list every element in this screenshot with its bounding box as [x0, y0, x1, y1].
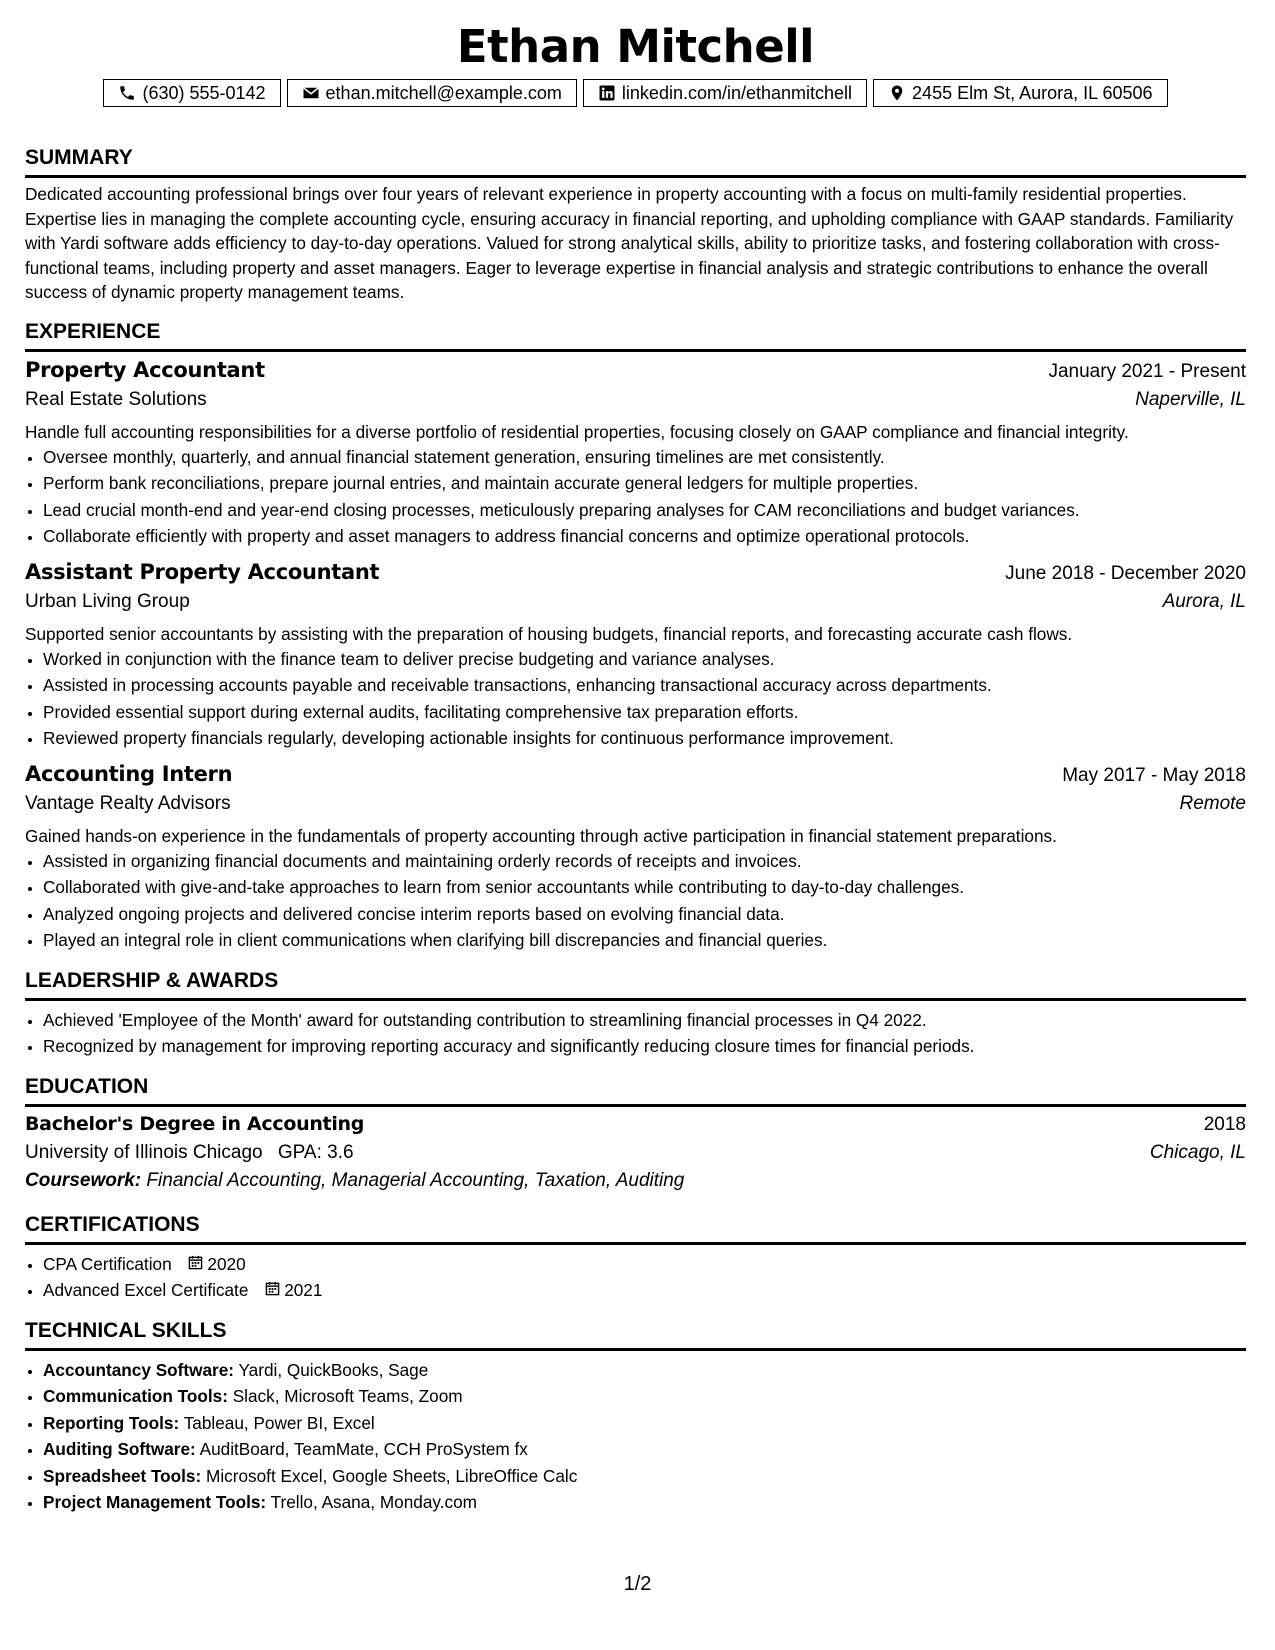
job-bullets — [25, 646, 1246, 752]
candidate-name: Ethan Mitchell — [456, 20, 815, 73]
list-item: • Lead crucial month-end and year-end closing processes, meticulously preparing analyses for CAM reconciliations and budget variances. — [43, 497, 1246, 524]
job-location: Aurora, IL — [1162, 590, 1246, 612]
address-text: 2455 Elm St, Aurora, IL 60506 — [912, 82, 1153, 103]
certification-name: CPA Certification — [43, 1253, 172, 1274]
job-location: Naperville, IL — [1135, 388, 1246, 410]
skill-value: Trello, Asana, Monday.com — [270, 1492, 477, 1512]
skills-section — [25, 1318, 1246, 1516]
page-number: 1/2 — [623, 1573, 652, 1595]
job-date: June 2018 - December 2020 — [1005, 562, 1246, 584]
list-item — [43, 1436, 1246, 1463]
list-item: • Perform bank reconciliations, prepare journal entries, and maintain accurate general ledgers for multiple properties. — [43, 470, 1246, 497]
list-item — [43, 1489, 1246, 1516]
job-title: Assistant Property Accountant — [25, 559, 380, 584]
certification-year: 2021 — [284, 1280, 323, 1300]
list-item: • Played an integral role in client communications when clarifying bill discrepancies and financial queries. — [43, 927, 1246, 954]
skill-label: Project Management Tools: — [43, 1492, 267, 1512]
education-section — [25, 1074, 1246, 1192]
resume-page — [25, 0, 1246, 1516]
list-item — [43, 1463, 1246, 1490]
job-title: Property Accountant — [25, 357, 265, 382]
skill-label: Spreadsheet Tools: — [43, 1465, 202, 1486]
skill-label: Reporting Tools: — [43, 1412, 180, 1433]
section-title: EXPERIENCE — [25, 319, 1246, 352]
email-text: ethan.mitchell@example.com — [325, 82, 562, 103]
contact-bar — [25, 79, 1246, 107]
job-bullets — [25, 444, 1246, 550]
list-item: • Reviewed property financials regularly, developing actionable insights for continuous performance improvement. — [43, 725, 1246, 752]
leadership-section — [25, 968, 1246, 1060]
phone-icon — [118, 84, 136, 102]
list-item: • Collaborate efficiently with property and asset managers to address financial concerns and optimize operational protocols. — [43, 523, 1246, 550]
section-title: TECHNICAL SKILLS — [25, 1318, 1246, 1351]
list-item: • Collaborated with give-and-take approaches to learn from senior accountants while contributing to day-to-day challenges. — [43, 874, 1246, 901]
list-item: • Assisted in processing accounts payable and receivable transactions, enhancing transactional accuracy across departments. — [43, 672, 1246, 699]
job-bullets — [25, 848, 1246, 954]
certification-year: 2020 — [207, 1253, 246, 1274]
list-item: • Provided essential support during external audits, facilitating comprehensive tax preparation efforts. — [43, 699, 1246, 726]
list-item: • Assisted in organizing financial documents and maintaining orderly records of receipts and invoices. — [43, 848, 1246, 875]
map-pin-icon — [888, 84, 906, 102]
coursework — [25, 1170, 1246, 1192]
skill-label: Auditing Software: — [43, 1439, 196, 1459]
job-entry — [25, 358, 1246, 550]
certification-list — [25, 1251, 1246, 1304]
skill-value: Yardi, QuickBooks, Sage — [238, 1359, 429, 1380]
list-item: • Worked in conjunction with the finance team to deliver precise budgeting and variance analyses. — [43, 646, 1246, 673]
certification-name: Advanced Excel Certificate — [43, 1280, 249, 1300]
experience-section — [25, 319, 1246, 954]
email-contact[interactable] — [287, 79, 577, 107]
linkedin-text: linkedin.com/in/ethanmitchell — [621, 82, 853, 103]
phone-text: (630) 555-0142 — [142, 82, 266, 103]
degree-title: Bachelor's Degree in Accounting — [25, 1112, 365, 1135]
coursework-list: Financial Accounting, Managerial Accounting, Taxation, Auditing — [146, 1169, 685, 1191]
address-contact — [873, 79, 1168, 107]
section-title: CERTIFICATIONS — [25, 1212, 1246, 1245]
summary-text: Dedicated accounting professional brings over four years of relevant experience in property accounting with a focus on multi-family residential properties. Expertise lies in managing the complete accounting cycle, ensuring accuracy in financial reporting, and upholding compliance with GAAP standards. Familiarity with Yardi software adds efficiency to day-to-day operations. Valued for strong analytical skills, ability to prioritize tasks, and fostering collaboration with cross-functional teams, including property and asset managers. Eager to leverage expertise in financial analysis and strategic contributions to enhance the overall success of dynamic property management teams. — [25, 184, 1234, 302]
linkedin-contact[interactable] — [583, 79, 867, 107]
phone-contact[interactable] — [103, 79, 280, 107]
gpa: GPA: 3.6 — [277, 1141, 354, 1163]
skill-value: Microsoft Excel, Google Sheets, LibreOffice Calc — [206, 1465, 578, 1486]
skill-value: AuditBoard, TeamMate, CCH ProSystem fx — [199, 1439, 528, 1459]
linkedin-icon — [598, 84, 616, 102]
job-company: Vantage Realty Advisors — [25, 792, 231, 814]
school-name: University of Illinois Chicago — [25, 1141, 263, 1163]
job-title: Accounting Intern — [25, 761, 233, 786]
school-location: Chicago, IL — [1149, 1141, 1246, 1163]
job-date: January 2021 - Present — [1048, 360, 1246, 382]
calendar-icon — [265, 1277, 280, 1304]
list-item — [43, 1277, 1246, 1304]
skill-value: Slack, Microsoft Teams, Zoom — [232, 1386, 463, 1406]
list-item — [43, 1383, 1246, 1410]
envelope-icon — [302, 84, 320, 102]
job-location: Remote — [1179, 792, 1246, 814]
job-description: Supported senior accountants by assisting with the preparation of housing budgets, financial reports, and forecasting accurate cash flows. — [25, 623, 1073, 644]
summary-section — [25, 145, 1246, 305]
job-entry — [25, 560, 1246, 752]
job-description: Gained hands-on experience in the fundamentals of property accounting through active participation in financial statement preparations. — [25, 825, 1057, 846]
section-title: LEADERSHIP & AWARDS — [25, 968, 1246, 1001]
skills-list — [25, 1357, 1246, 1516]
list-item — [43, 1410, 1246, 1437]
list-item: • Achieved 'Employee of the Month' award for outstanding contribution to streamlining financial processes in Q4 2022. — [43, 1007, 1246, 1034]
certifications-section — [25, 1212, 1246, 1304]
job-entry — [25, 762, 1246, 954]
skill-value: Tableau, Power BI, Excel — [183, 1412, 375, 1433]
job-company: Real Estate Solutions — [25, 388, 207, 410]
coursework-label: Coursework: — [25, 1169, 142, 1191]
job-company: Urban Living Group — [25, 590, 190, 612]
list-item: • Recognized by management for improving reporting accuracy and significantly reducing closure times for financial periods. — [43, 1033, 1246, 1060]
list-item: • Oversee monthly, quarterly, and annual financial statement generation, ensuring timelines are met consistently. — [43, 444, 1246, 471]
list-item — [43, 1251, 1246, 1278]
skill-label: Communication Tools: — [43, 1386, 228, 1406]
leadership-bullets — [25, 1007, 1246, 1060]
skill-label: Accountancy Software: — [43, 1359, 235, 1380]
list-item — [43, 1357, 1246, 1384]
graduation-year: 2018 — [1203, 1113, 1246, 1135]
job-description: Handle full accounting responsibilities for a diverse portfolio of residential properties, focusing closely on GAAP compliance and financial integrity. — [25, 421, 1129, 442]
calendar-icon — [188, 1251, 203, 1278]
section-title: EDUCATION — [25, 1074, 1246, 1107]
list-item: • Analyzed ongoing projects and delivered concise interim reports based on evolving financial data. — [43, 901, 1246, 928]
section-title: SUMMARY — [25, 145, 1246, 178]
job-date: May 2017 - May 2018 — [1062, 764, 1246, 786]
